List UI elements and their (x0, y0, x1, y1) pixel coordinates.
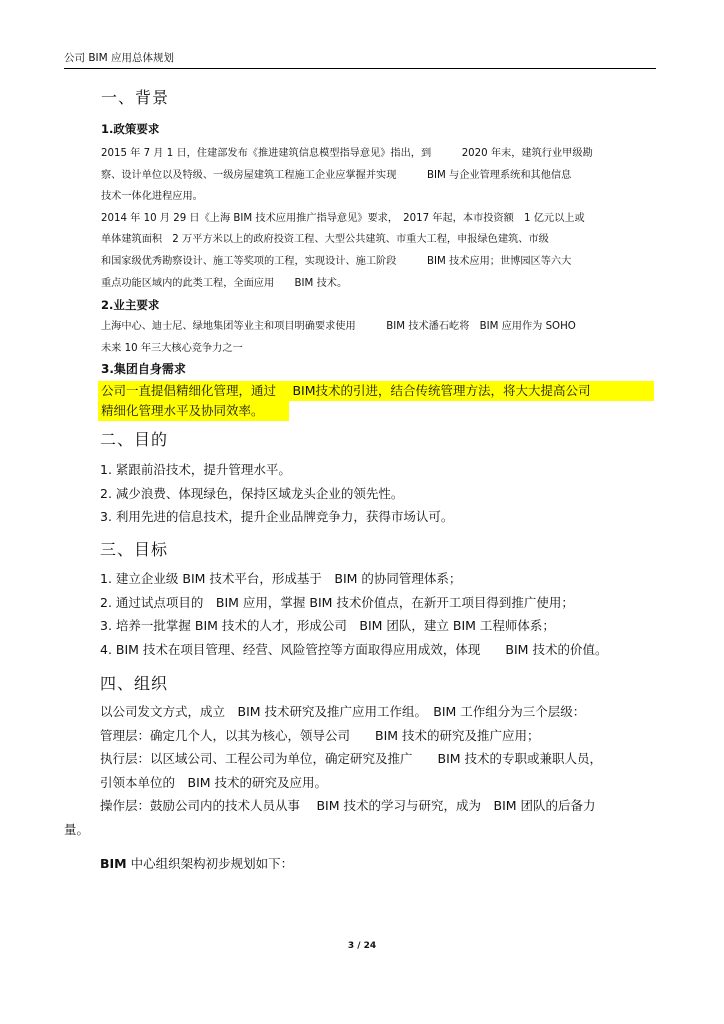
highlight-band (98, 381, 654, 401)
org-wrap-line: 量。 (64, 822, 90, 837)
section-goal-title: 三、目标 (100, 540, 169, 559)
text-line: 操作层：鼓励公司内的技术人员从事 BIM 技术的学习与研究，成为 BIM 团队的后备力 (100, 798, 596, 813)
text-line: 管理层：确定几个人，以其为核心，领导公司 BIM 技术的研究及推广应用； (100, 727, 540, 743)
section-background-title: 一、背景 (101, 88, 170, 107)
list-item: 1. 紧跟前沿技术，提升管理水平。 (100, 462, 291, 477)
goal-list (100, 567, 607, 661)
highlighted-text: 公司一直提倡精细化管理，通过 BIM技术的引进，结合传统管理方法，将大大提高公司 (101, 383, 591, 398)
policy-subtitle: 1.政策要求 (101, 122, 160, 136)
header-rule (64, 68, 656, 69)
text-line: 执行层：以区域公司、工程公司为单位，确定研究及推广 BIM 技术的专职或兼职人员， (100, 751, 603, 766)
text-line: 2015 年 7 月 1 日，住建部发布《推进建筑信息模型指导意见》指出，到 2020 年末，建筑行业甲级勘 (101, 148, 593, 159)
list-item: 3. 培养一批掌握 BIM 技术的人才，形成公司 BIM 团队，建立 BIM 工程师体系； (100, 618, 555, 633)
text-line: 技术一体化进程应用。 (101, 191, 203, 203)
owner-subtitle: 2.业主要求 (101, 298, 160, 312)
text-line: 以公司发文方式，成立 BIM 技术研究及推广应用工作组。 BIM 工作组分为三个层级： (100, 704, 586, 719)
org-paragraph (100, 700, 602, 818)
highlight-band (98, 401, 289, 421)
text-line: 引领本单位的 BIM 技术的研究及应用。 (100, 774, 328, 790)
list-item: 2. 减少浪费、体现绿色，保持区域龙头企业的领先性。 (100, 485, 404, 501)
highlighted-text: 精细化管理水平及协同效率。 (101, 403, 264, 418)
text-line: 未来 10 年三大核心竞争力之一 (101, 342, 243, 354)
list-item: 1. 建立企业级 BIM 技术平台，形成基于 BIM 的协同管理体系； (100, 571, 462, 586)
bim-plan-line (100, 852, 293, 876)
purpose-list (100, 458, 453, 529)
section-org-title: 四、组织 (100, 674, 169, 693)
bim-plan-text: 中心组织架构初步规划如下： (126, 856, 294, 871)
section-purpose-title: 二、目的 (100, 430, 169, 449)
list-item: 3. 利用先进的信息技术，提升企业品牌竞争力，获得市场认可。 (100, 509, 454, 524)
text-line: 2014 年 10 月 29 日《上海 BIM 技术应用推广指导意见》要求， 2017 年起，本市投资额 1 亿元以上或 (101, 212, 585, 224)
bim-label: BIM (100, 856, 127, 871)
owner-paragraph (101, 316, 576, 359)
text-line: 和国家级优秀勘察设计、施工等奖项的工程，实现设计、施工阶段 BIM 技术应用；世博园区等六大 (101, 255, 572, 267)
text-line: 察、设计单位以及特级、一级房屋建筑工程施工企业应掌握并实现 BIM 与企业管理系统和其他信息 (101, 169, 572, 181)
text-line: 重点功能区域内的此类工程，全面应用 BIM 技术。 (101, 277, 348, 289)
group-subtitle: 3.集团自身需求 (101, 362, 186, 376)
text-line: 单体建筑面积 2 万平方米以上的政府投资工程、大型公共建筑、市重大工程，申报绿色建筑、市级 (101, 234, 549, 246)
list-item: 4. BIM 技术在项目管理、经营、风险管控等方面取得应用成效，体现 BIM 技术的价值。 (100, 641, 608, 657)
list-item: 2. 通过试点项目的 BIM 应用，掌握 BIM 技术价值点，在新开工项目得到推广使用； (100, 594, 574, 610)
text-line: 上海中心、迪士尼、绿地集团等业主和项目明确要求使用 BIM 技术潘石屹将 BIM 应用作为 SOHO (101, 321, 576, 332)
policy-paragraph (101, 143, 593, 294)
running-header: 公司 BIM 应用总体规划 (64, 52, 175, 64)
page-number: 3 / 24 (347, 941, 377, 951)
